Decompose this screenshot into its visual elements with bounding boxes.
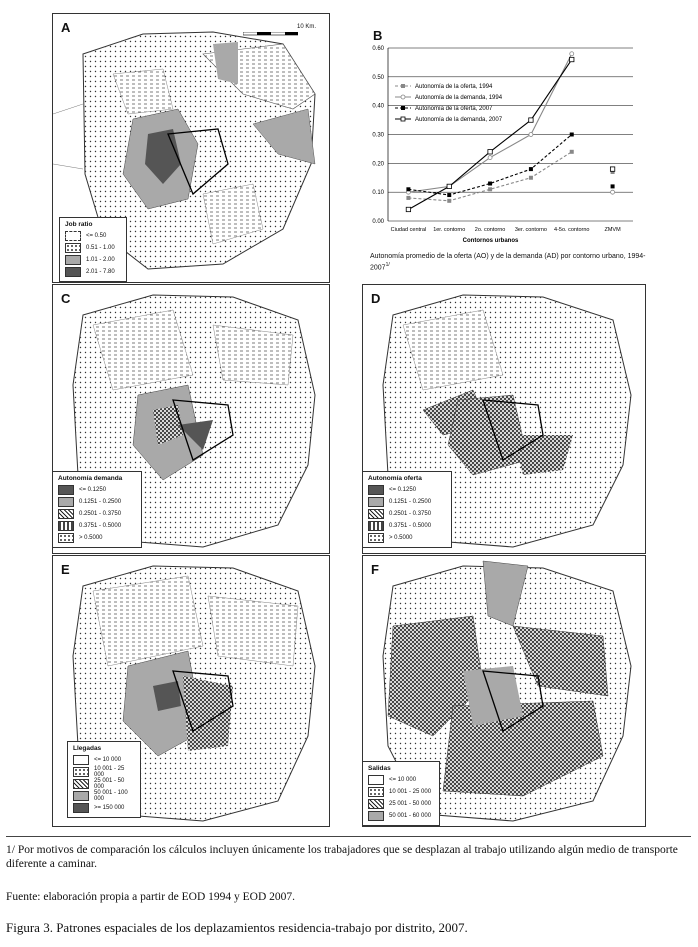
legend-d [362,471,452,548]
legend-item [58,496,136,508]
data-point [610,167,614,171]
data-point [488,156,492,160]
swatch [65,231,81,241]
swatch [73,767,89,777]
panel-e-label: E [61,562,70,577]
swatch [65,243,81,253]
legend-e-title: Llegadas [73,745,102,752]
scale-bar [243,32,298,37]
data-point [529,118,533,122]
data-point [447,199,451,203]
swatch [73,791,89,801]
legend-label: 0.3751 - 0.5000 [79,523,122,529]
data-point [447,184,451,188]
legend-item [73,754,135,766]
legend-label: <= 0.1250 [389,487,417,493]
legend-label: Autonomía de la demanda, 2007 [415,117,503,123]
legend-item [73,802,135,814]
x-axis-label: Contornos urbanos [462,238,519,244]
y-tick-label: 0.30 [372,132,384,139]
data-point [406,207,410,211]
data-point [570,52,574,56]
legend-item [368,484,446,496]
legend-item [368,520,446,532]
swatch [73,779,89,789]
legend-marker [401,106,405,110]
legend-marker [401,84,405,88]
swatch [73,755,89,765]
legend-label: 0.3751 - 0.5000 [389,523,432,529]
legend-label: 10 001 - 25 000 [94,766,125,778]
swatch [368,485,384,495]
swatch [65,267,81,277]
x-tick-label: 4-5o. contorno [554,227,590,233]
series-line [408,135,571,196]
data-point [529,167,533,171]
y-tick-label: 0.60 [372,46,384,52]
footnote: 1/ Por motivos de comparación los cálculos incluyen únicamente los trabajadores que se desplazan al trabajo utilizando algún medio de transporte diferente a caminar. [6,844,678,870]
legend-label: 25 001 - 50 000 [389,801,432,807]
x-tick-label: Ciudad central [390,227,427,233]
data-point [570,133,574,137]
legend-item [58,508,136,520]
legend-label: 0.51 - 1.00 [86,245,115,251]
legend-marker [401,95,405,99]
legend-label: 1.01 - 2.00 [86,257,115,263]
x-tick-label: ZMVM [604,227,621,233]
swatch [368,775,384,785]
y-tick-label: 0.40 [372,103,384,110]
legend-marker [401,117,405,121]
legend-item [368,774,434,786]
y-tick-label: 0.10 [372,190,384,197]
data-point [406,196,410,200]
legend-label: 2.01 - 7.80 [86,269,115,275]
legend-c [52,471,142,548]
legend-item [58,532,136,544]
x-tick-label: 1er. contorno [433,227,466,233]
legend-item [73,766,135,778]
legend-label: 0.1251 - 0.2500 [389,499,432,505]
data-point [406,187,410,191]
data-point [488,150,492,154]
panel-e-map [52,555,330,827]
swatch [368,521,384,531]
y-tick-label: 0.20 [372,161,384,168]
y-tick-label: 0.50 [372,74,384,81]
legend-c-title: Autonomía demanda [58,475,123,482]
panel-f-map [362,555,646,827]
legend-label: 50 001 - 100 000 [94,790,128,802]
legend-label: > 0.5000 [79,535,103,541]
legend-f-title: Salidas [368,765,391,772]
legend-item [65,230,121,242]
legend-item [73,790,135,802]
data-point [611,184,615,188]
legend-label: 0.2501 - 0.3750 [79,511,122,517]
legend-item [368,786,434,798]
legend-item [368,810,434,822]
legend-label: > 0.5000 [389,535,413,541]
legend-label: Autonomía de la oferta, 1994 [415,84,493,90]
chart-caption-text: Autonomía promedio de la oferta (AO) y de la demanda (AD) por contorno urbano, 1994-2007 [370,253,646,272]
data-point [611,190,615,194]
legend-item [65,242,121,254]
legend-item [58,484,136,496]
data-point [570,57,574,61]
legend-item [368,496,446,508]
legend-label: Autonomía de la oferta, 2007 [415,106,493,112]
x-tick-label: 2o. contorno [474,227,506,233]
legend-a-title: Job ratio [65,221,93,228]
panel-a-map [52,13,330,283]
swatch [368,497,384,507]
swatch [73,803,89,813]
legend-label: 0.2501 - 0.3750 [389,511,432,517]
swatch [368,787,384,797]
data-point [488,187,492,191]
legend-label: <= 10 000 [94,757,122,763]
legend-label: >= 150 000 [94,805,125,811]
legend-item [58,520,136,532]
legend-label: 50 001 - 60 000 [389,813,432,819]
legend-item [368,532,446,544]
figure-caption: Figura 3. Patrones espaciales de los deplazamientos residencia-trabajo por distrito, 2007. [6,920,468,935]
panel-b-chart [363,26,643,246]
panel-b-label: B [373,28,383,43]
legend-label: 25 001 - 50 000 [94,778,125,790]
swatch [58,533,74,543]
legend-label: 0.1251 - 0.2500 [79,499,122,505]
line-chart [363,26,643,246]
panel-a-label: A [61,20,71,35]
scale-bar-label: 10 Km. [297,24,317,30]
chart-caption-sup: 1/ [385,262,390,268]
data-point [488,182,492,186]
chart-caption [370,252,650,272]
swatch [368,533,384,543]
footnote-rule [6,836,691,837]
data-point [570,150,574,154]
x-tick-label: 3er. contorno [514,227,547,233]
data-point [529,133,533,137]
legend-label: <= 0.1250 [79,487,107,493]
legend-item [73,778,135,790]
legend-label: <= 10 000 [389,777,417,783]
legend-item [65,254,121,266]
swatch [58,485,74,495]
y-tick-label: 0.00 [372,219,384,225]
source-note: Fuente: elaboración propia a partir de EOD 1994 y EOD 2007. [6,891,296,903]
legend-label: 10 001 - 25 000 [389,789,432,795]
panel-f-label: F [371,562,379,577]
swatch [58,521,74,531]
legend-f [362,761,440,826]
swatch [368,811,384,821]
panel-c-label: C [61,291,71,306]
legend-item [368,798,434,810]
panel-d-label: D [371,291,381,306]
legend-item [368,508,446,520]
swatch [368,509,384,519]
legend-e [67,741,141,818]
legend-label: <= 0.50 [86,233,107,239]
legend-label: Autonomía de la demanda, 1994 [415,95,503,101]
panel-d-map [362,284,646,554]
legend-d-title: Autonomía oferta [368,475,422,482]
legend-a [59,217,127,282]
panel-c-map [52,284,330,554]
data-point [529,176,533,180]
data-point [447,193,451,197]
legend-item [65,266,121,278]
swatch [58,497,74,507]
swatch [65,255,81,265]
swatch [368,799,384,809]
swatch [58,509,74,519]
